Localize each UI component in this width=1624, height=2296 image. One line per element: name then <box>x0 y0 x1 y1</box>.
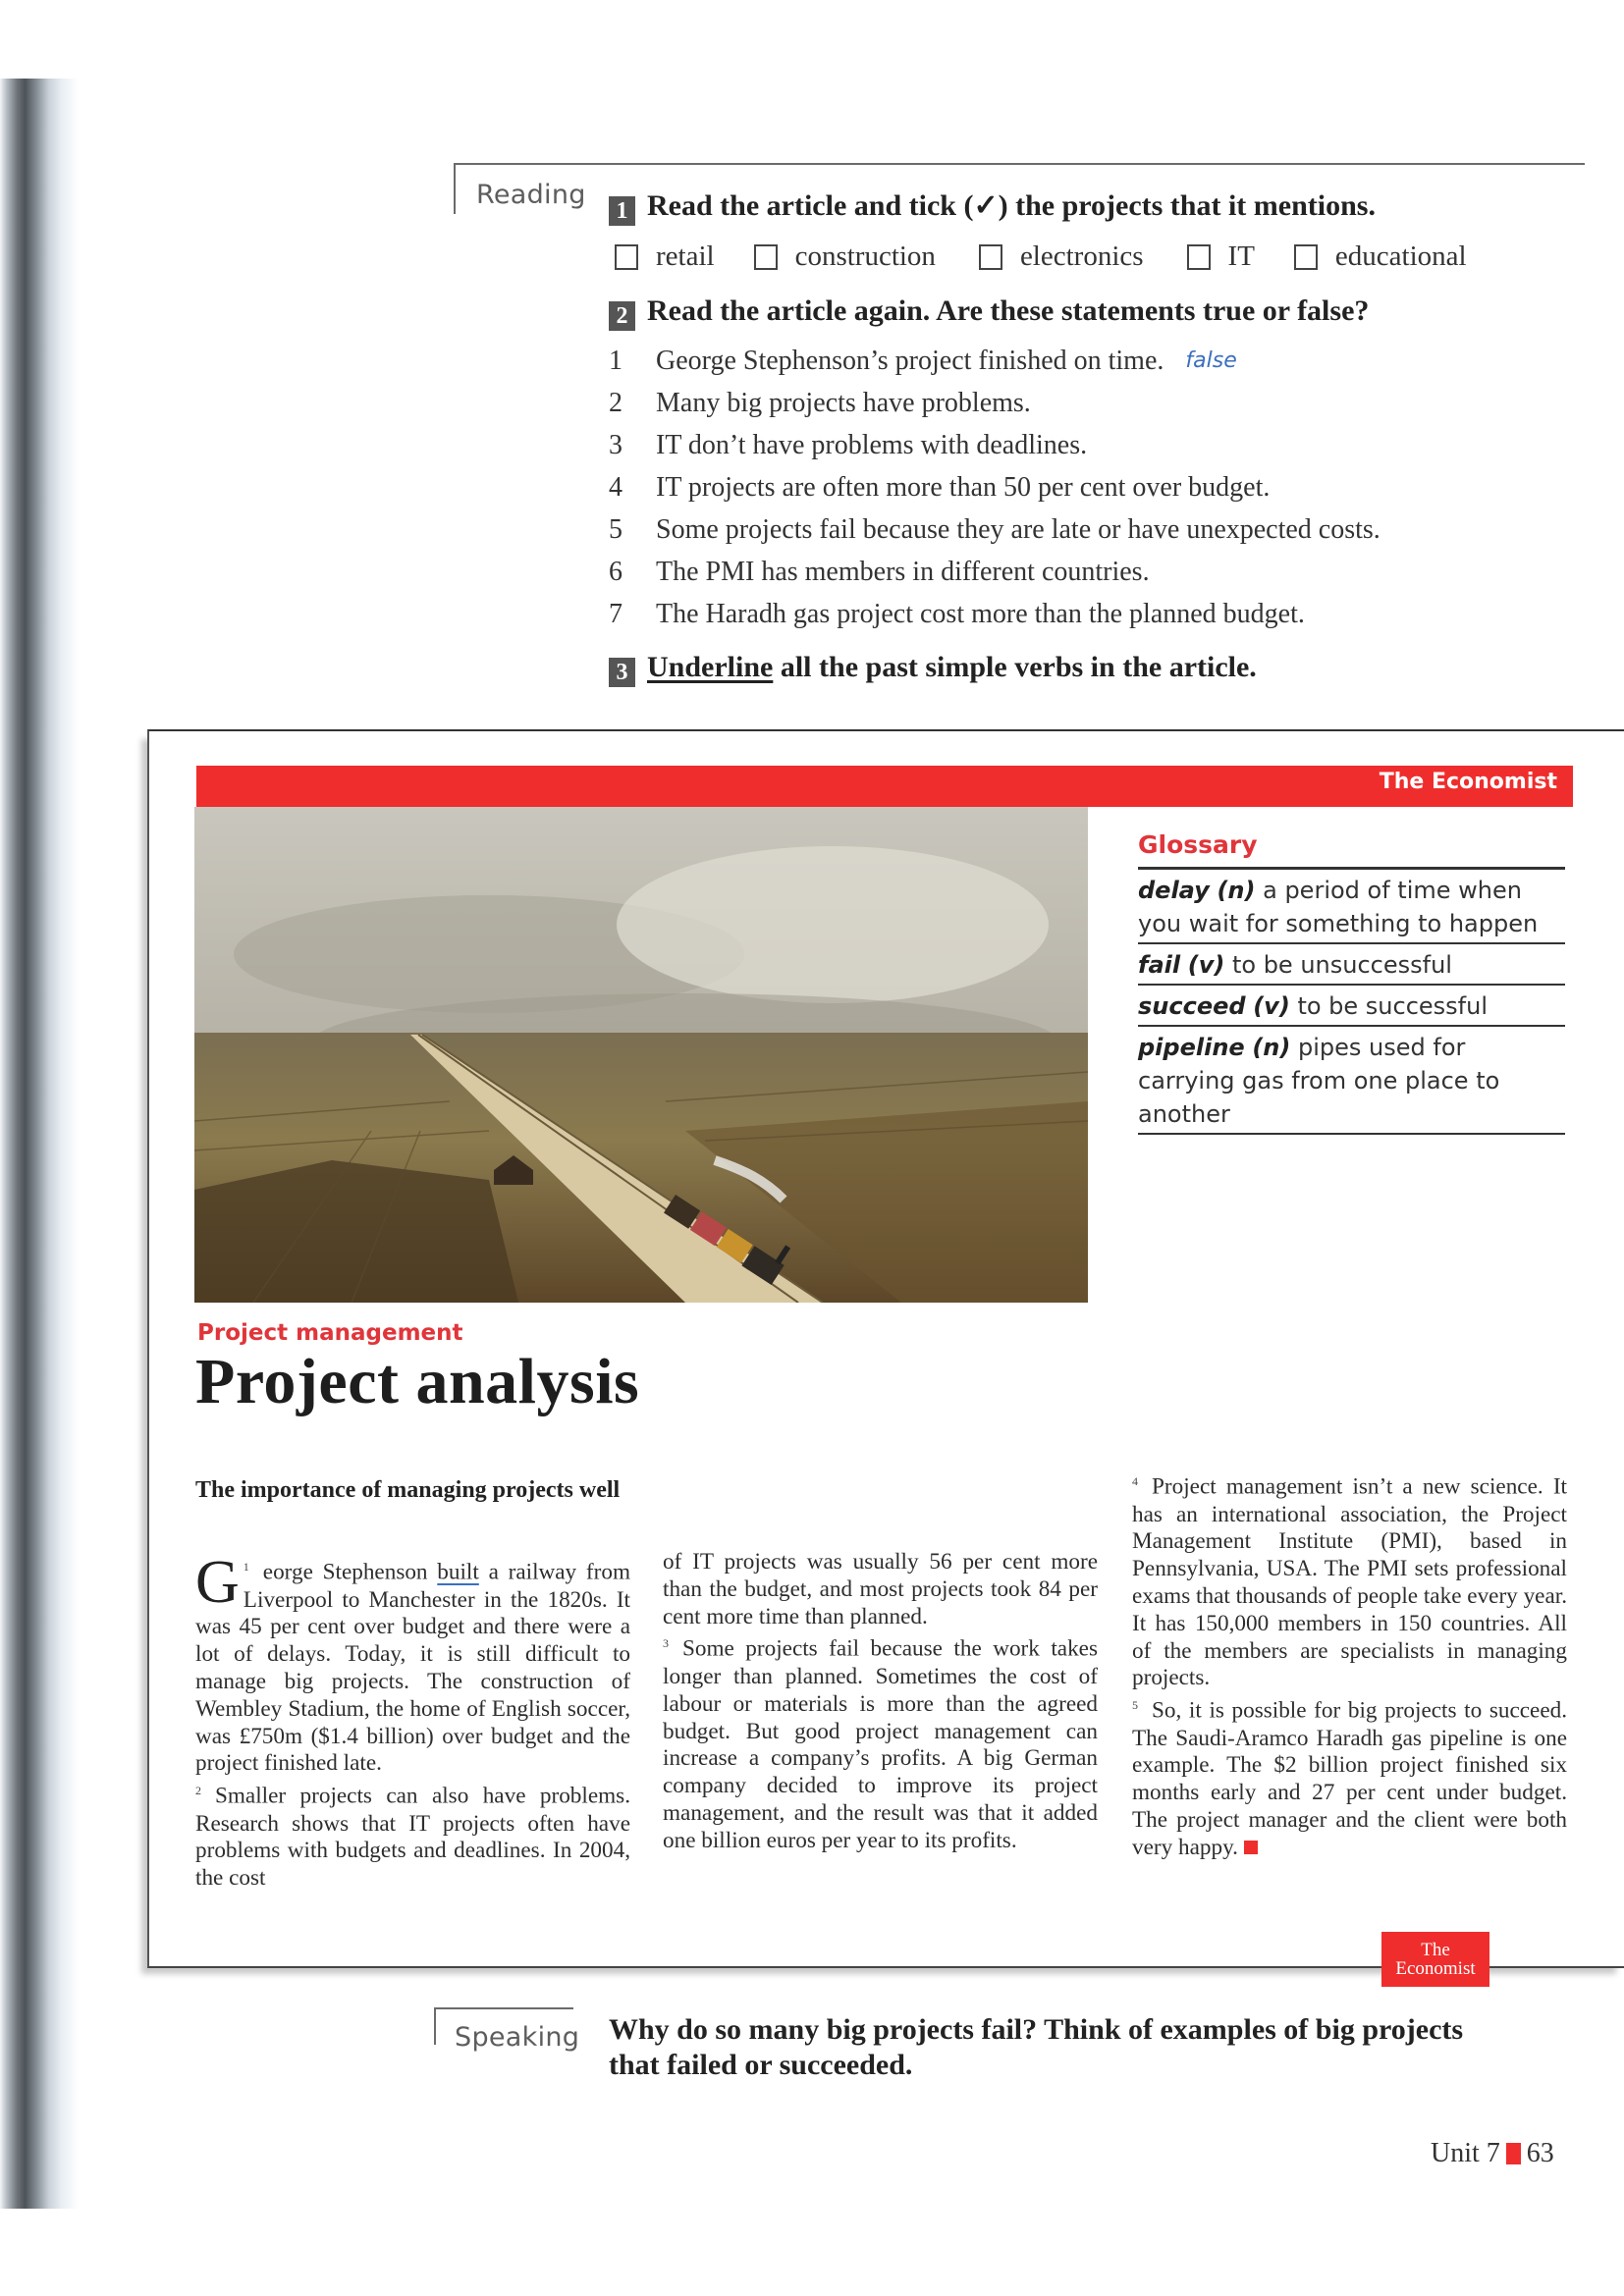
paragraph-1 <box>195 1549 630 1778</box>
checkbox-electronics[interactable] <box>979 240 1144 273</box>
statement-number: 1 <box>609 345 623 376</box>
handwritten-answer[interactable]: false <box>1185 348 1237 373</box>
statement-text: IT don’t have problems with deadlines. <box>656 429 1088 460</box>
logo-line-1: The <box>1421 1940 1450 1960</box>
checkbox-icon[interactable] <box>754 244 778 270</box>
paragraph-number: 4 <box>1132 1474 1138 1488</box>
reading-label: Reading <box>476 180 586 210</box>
glossary-definition: to be unsuccessful <box>1231 951 1452 979</box>
book-spine-shadow <box>0 79 79 2209</box>
exercise-3-text: all the past simple verbs in the article. <box>773 651 1257 683</box>
glossary-entry <box>1138 870 1565 944</box>
checkbox-label: retail <box>656 240 715 272</box>
statement-number: 2 <box>609 387 623 418</box>
underlined-verb[interactable]: built <box>437 1559 479 1585</box>
glossary-pos: (n) <box>1217 877 1256 904</box>
paragraph-text: of IT projects was usually 56 per cent more than the budget, and most projects took 84 per cent more time than planned. <box>663 1549 1098 1629</box>
exercise-3-number: 3 <box>609 658 635 687</box>
glossary <box>1138 830 1565 1135</box>
paragraph-text: Project management isn’t a new science. It has an international association, the Project Management Institute (PMI), based in Pennsylvania, USA. The PMI sets professional exams that thousands of people take every year. It has 150,000 members in 150 countries. All of the members are specialists in managing projects. <box>1132 1473 1567 1691</box>
glossary-pos: (v) <box>1187 951 1225 979</box>
paragraph-2 <box>195 1778 630 1893</box>
statement-item <box>609 424 1380 466</box>
economist-logo <box>1381 1932 1489 1987</box>
checkbox-label: construction <box>794 240 936 272</box>
statement-text: Some projects fail because they are late or have unexpected costs. <box>656 513 1380 545</box>
statement-text: The Haradh gas project cost more than the planned budget. <box>656 598 1305 629</box>
glossary-title: Glossary <box>1138 830 1565 870</box>
glossary-entry <box>1138 1027 1565 1135</box>
statement-number: 6 <box>609 556 623 587</box>
logo-line-2: Economist <box>1395 1958 1476 1979</box>
railway-painting <box>194 807 1088 1303</box>
article-column-3 <box>1132 1468 1567 1862</box>
statement-number: 3 <box>609 429 623 460</box>
article-standfirst: The importance of managing projects well <box>195 1477 621 1503</box>
paragraph-text: Some projects fail because the work takes longer than planned. Sometimes the cost of labour or materials is more than the agreed budget. But good project management can increase a company’s profits. A big German company decided to improve its project management, and the result was that it added one billion euros per year to its profits. <box>663 1636 1098 1853</box>
statement-number: 4 <box>609 471 623 503</box>
checkbox-label: electronics <box>1019 240 1144 272</box>
paragraph-4 <box>1132 1468 1567 1692</box>
paragraph-text: So, it is possible for big projects to succeed. The Saudi-Aramco Haradh gas pipeline is one example. The $2 billion project finished six months early and 27 per cent under budget. The project manager and the client were both very happy. <box>1132 1697 1567 1860</box>
checkbox-it[interactable] <box>1187 240 1255 273</box>
checkbox-icon[interactable] <box>979 244 1002 270</box>
article-headline: Project analysis <box>195 1346 640 1417</box>
article-kicker: Project management <box>197 1320 463 1346</box>
paragraph-text: Smaller projects can also have problems. Research shows that IT projects often have problems with budgets and deadlines. In 2004, the cost <box>195 1783 630 1892</box>
statement-number: 5 <box>609 513 623 545</box>
paragraph-number: 3 <box>663 1636 669 1651</box>
statement-text: Many big projects have problems. <box>656 387 1031 418</box>
checkbox-construction[interactable] <box>754 240 936 273</box>
exercise-2-number: 2 <box>609 301 635 331</box>
unit-label: Unit 7 <box>1431 2138 1500 2168</box>
glossary-term: delay <box>1138 877 1210 904</box>
exercise-1-instruction <box>609 188 1376 226</box>
statement-item <box>609 551 1380 593</box>
paragraph-2-continued <box>663 1549 1098 1630</box>
checkbox-label: IT <box>1227 240 1255 272</box>
speaking-label: Speaking <box>455 2022 580 2053</box>
statement-list <box>609 340 1380 635</box>
statement-item <box>609 466 1380 508</box>
glossary-entry <box>1138 986 1565 1027</box>
drop-cap: G <box>195 1549 240 1616</box>
paragraph-3 <box>663 1630 1098 1854</box>
statement-item <box>609 508 1380 551</box>
source-bar <box>196 766 1573 807</box>
glossary-definition: to be successful <box>1297 992 1488 1020</box>
footer-separator-icon <box>1506 2143 1521 2164</box>
statement-number: 7 <box>609 598 623 629</box>
glossary-pos: (n) <box>1252 1034 1291 1061</box>
checkbox-educational[interactable] <box>1294 240 1467 273</box>
article-column-1 <box>195 1549 630 1893</box>
paragraph-number: 1 <box>243 1560 249 1574</box>
paragraph-number: 2 <box>195 1784 201 1798</box>
paragraph-text: eorge Stephenson <box>262 1559 438 1585</box>
article-column-2 <box>663 1549 1098 1855</box>
glossary-definition: a period of time when you wait for something to happen <box>1138 877 1539 937</box>
statement-item <box>609 593 1380 635</box>
glossary-term: fail <box>1138 951 1181 979</box>
page-number: 63 <box>1526 2138 1554 2168</box>
exercise-2-instruction <box>609 294 1369 331</box>
checkbox-retail[interactable] <box>615 240 715 273</box>
glossary-definition: pipes used for carrying gas from one place to another <box>1138 1034 1500 1128</box>
end-of-article-icon <box>1244 1841 1258 1854</box>
glossary-entry <box>1138 944 1565 986</box>
statement-item <box>609 340 1380 382</box>
glossary-pos: (v) <box>1253 992 1290 1020</box>
statement-text: George Stephenson’s project finished on time. <box>656 345 1164 376</box>
checkbox-icon[interactable] <box>615 244 638 270</box>
checkbox-icon[interactable] <box>1294 244 1318 270</box>
glossary-term: succeed <box>1138 992 1246 1020</box>
statement-text: IT projects are often more than 50 per cent over budget. <box>656 471 1271 503</box>
exercise-1-text: Read the article and tick (✓) the projects that it mentions. <box>647 189 1376 222</box>
page-footer <box>1431 2138 1554 2169</box>
exercise-3-instruction <box>609 651 1257 687</box>
paragraph-text: a railway from Liverpool to Manchester in the 1820s. It was 45 per cent over budget and there were a lot of delays. Today, it is still difficult to manage big projects. The construction of Wembley Stadium, the home of English soccer, was £750m ($1.4 billion) over budget and the project finished late. <box>195 1559 630 1777</box>
exercise-2-text: Read the article again. Are these statements true or false? <box>647 294 1370 327</box>
project-checklist <box>615 240 1506 273</box>
exercise-1-number: 1 <box>609 196 635 226</box>
checkbox-icon[interactable] <box>1187 244 1211 270</box>
glossary-term: pipeline <box>1138 1034 1245 1061</box>
checkbox-label: educational <box>1334 240 1467 272</box>
speaking-prompt: Why do so many big projects fail? Think of examples of big projects that failed or succeeded. <box>609 2013 1464 2081</box>
statement-item <box>609 382 1380 424</box>
source-bar-label: The Economist <box>1379 770 1557 794</box>
railway-painting-image <box>194 807 1088 1303</box>
paragraph-number: 5 <box>1132 1698 1138 1713</box>
exercise-3-underlined-word: Underline <box>647 651 774 683</box>
statement-text: The PMI has members in different countries. <box>656 556 1150 587</box>
paragraph-5 <box>1132 1692 1567 1862</box>
